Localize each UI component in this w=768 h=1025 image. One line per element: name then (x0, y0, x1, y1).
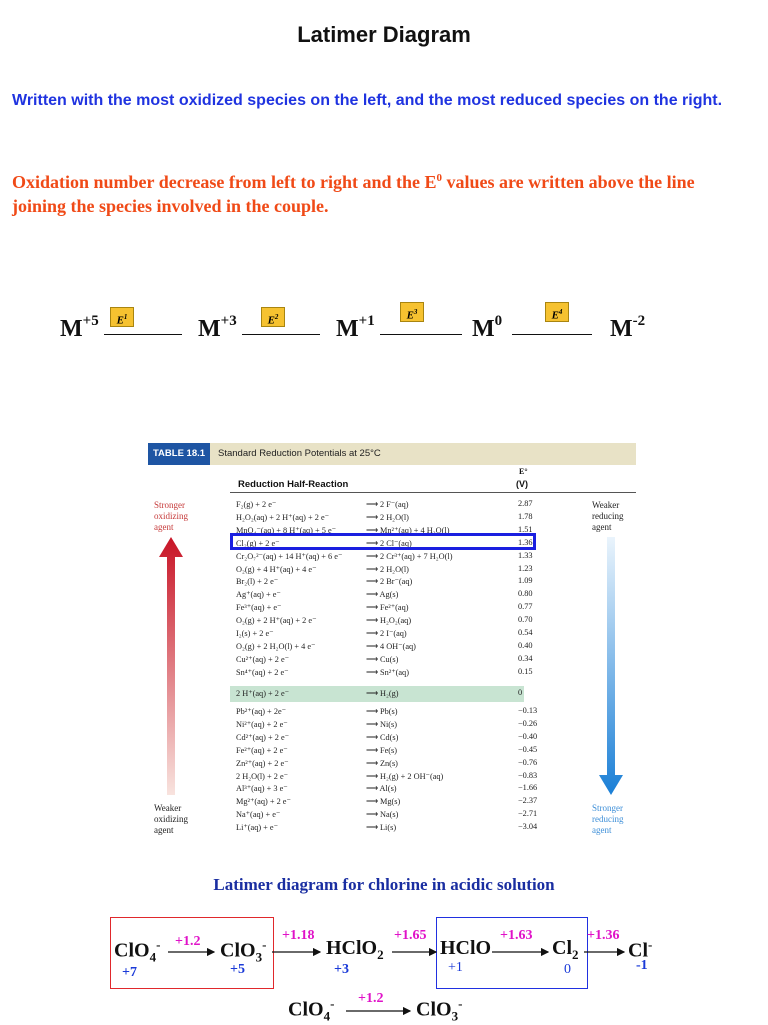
page-title: Latimer Diagram (297, 22, 471, 47)
table-cell-rhs: ⟶ Cd(s) (366, 732, 399, 742)
potential-clo4-clo3: +1.2 (175, 934, 201, 949)
table-cell-lhs: I₂(s) + 2 e⁻ (236, 629, 274, 638)
species-clo3: ClO$_3$- (220, 937, 267, 965)
table-tag: TABLE 18.1 (148, 443, 210, 465)
table-cell-e: −2.37 (518, 796, 538, 806)
species-cl-minus: Cl- (628, 937, 653, 962)
oxidation-state-cl-minus: -1 (636, 958, 648, 973)
table-cell-rhs: ⟶ H₂(g) + 2 OH⁻(aq) (366, 771, 444, 781)
species-m-plus3: $M^{+3}$ (198, 313, 237, 342)
table-cell-rhs: ⟶ 4 OH⁻(aq) (366, 641, 416, 651)
table-cell-e: 1.36 (518, 537, 533, 547)
oxidation-state-clo3: +5 (230, 962, 245, 977)
table-cell-e: 0.77 (518, 602, 533, 612)
table-cell-rhs: ⟶ Fe(s) (366, 745, 398, 755)
table-cell-lhs: H₂O₂(aq) + 2 H⁺(aq) + 2 e⁻ (236, 512, 330, 522)
table-cell-rhs: ⟶ Ag(s) (366, 590, 399, 600)
label-weaker-oxidizing: Weaker oxidizing agent (154, 803, 188, 835)
potential-cl2-cl: +1.36 (587, 928, 620, 943)
table-cell-lhs: Al³⁺(aq) + 3 e⁻ (236, 784, 288, 794)
potential-hclo-cl2: +1.63 (500, 928, 533, 943)
table-cell-lhs: Ni²⁺(aq) + 2 e⁻ (236, 719, 288, 729)
table-cell-e: 1.51 (518, 524, 533, 534)
table-cell-rhs: ⟶ 2 Cr³⁺(aq) + 7 H₂O(l) (366, 551, 453, 561)
table-cell-e: 0.70 (518, 615, 533, 625)
species-hclo: HClO (440, 937, 492, 959)
table-cell-rhs: ⟶ 2 H₂O(l) (366, 512, 409, 522)
table-cell-rhs: ⟶ 2 F⁻(aq) (366, 500, 409, 509)
table-cell-lhs: Cr₂O₇²⁻(aq) + 14 H⁺(aq) + 6 e⁻ (236, 551, 343, 561)
table-cell-lhs: MnO₄⁻(aq) + 8 H⁺(aq) + 5 e⁻ (236, 525, 337, 535)
table-cell-rhs: ⟶ Fe²⁺(aq) (366, 603, 409, 613)
table-cell-e: −0.40 (518, 731, 538, 741)
table-cell-e: 0.40 (518, 640, 533, 650)
table-cell-rhs: ⟶ Al(s) (366, 784, 397, 794)
table-cell-lhs: Cl₂(g) + 2 e⁻ (236, 538, 280, 548)
table-cell-rhs: ⟶ H₂O₂(aq) (366, 616, 412, 626)
potential-box-e3: $E^3$ (400, 302, 424, 322)
table-cell-rhs: ⟶ Cu(s) (366, 654, 399, 664)
bottom-species-clo4: ClO$_4$- (288, 996, 335, 1024)
column-header-e: E° (519, 467, 528, 476)
table-cell-rhs: ⟶ Sn²⁺(aq) (366, 667, 409, 677)
table-cell-e: 1.09 (518, 576, 533, 586)
table-cell-e: −1.66 (518, 783, 538, 793)
table-cell-rhs: ⟶ 2 Cl⁻(aq) (366, 538, 412, 548)
description-line-2: Oxidation number decrease from left to right and the $E^0$ values are written above the line joining the species involved in the couple. (12, 172, 695, 216)
species-m-0: $M^0$ (472, 313, 503, 342)
table-cell-lhs: O₂(g) + 2 H⁺(aq) + 2 e⁻ (236, 616, 317, 626)
table-cell-e: 1.78 (518, 511, 533, 521)
table-cell-rhs: ⟶ Mn²⁺(aq) + 4 H₂O(l) (366, 525, 450, 535)
table-cell-rhs: ⟶ Li(s) (366, 823, 397, 833)
table-cell-rhs: ⟶ 2 Br⁻(aq) (366, 577, 413, 587)
table-cell-rhs: ⟶ Ni(s) (366, 719, 398, 729)
table-cell-lhs: Mg²⁺(aq) + 2 e⁻ (236, 797, 291, 807)
bottom-potential: +1.2 (358, 991, 384, 1006)
table-cell-e: −2.71 (518, 809, 538, 819)
table-cell-lhs: Cu²⁺(aq) + 2 e⁻ (236, 654, 290, 664)
table-cell-lhs: Zn²⁺(aq) + 2 e⁻ (236, 758, 289, 768)
table-cell-lhs: Pb²⁺(aq) + 2e⁻ (236, 707, 287, 716)
table-cell-e: 2.87 (518, 499, 533, 508)
table-cell-rhs: ⟶ 2 H₂O(l) (366, 564, 409, 574)
table-cell-rhs: ⟶ 2 I⁻(aq) (366, 629, 407, 638)
table-cell-e: 0.80 (518, 589, 533, 599)
table-cell-e: 0.54 (518, 628, 533, 637)
oxidation-state-hclo: +1 (448, 960, 463, 975)
description-line-1: Written with the most oxidized species on the left, and the most reduced species on the right. (12, 92, 723, 109)
table-caption: Standard Reduction Potentials at 25°C (218, 448, 381, 459)
table-cell-lhs: Fe²⁺(aq) + 2 e⁻ (236, 745, 288, 755)
potential-clo3-hclo2: +1.18 (282, 928, 315, 943)
species-cl2: $Cl_2$ (552, 937, 579, 962)
table-cell-e: 1.33 (518, 550, 533, 560)
species-m-minus2: $M^{-2}$ (610, 313, 646, 342)
potential-box-e1: $E^1$ (110, 307, 134, 327)
table-cell-lhs: Fe³⁺(aq) + e⁻ (236, 603, 282, 613)
table-cell-lhs: 2 H₂O(l) + 2 e⁻ (236, 771, 289, 781)
column-header-unit: (V) (516, 479, 528, 489)
table-row-hydrogen: 2 H⁺(aq) + 2 e⁻ ⟶ H₂(g) 0 (230, 686, 524, 702)
chlorine-diagram-title: Latimer diagram for chlorine in acidic solution (213, 875, 555, 894)
table-cell-e: −0.13 (518, 706, 538, 715)
table-cell-lhs: Br₂(l) + 2 e⁻ (236, 577, 279, 587)
bottom-species-clo3: ClO$_3$- (416, 996, 463, 1024)
table-cell-e: 1.23 (518, 563, 533, 573)
table-cell-e: −0.26 (518, 718, 538, 728)
potential-hclo2-hclo: +1.65 (394, 928, 427, 943)
table-cell-lhs: Ag⁺(aq) + e⁻ (236, 590, 281, 600)
table-cell-e: −3.04 (518, 822, 538, 832)
table-cell-e: −0.45 (518, 744, 538, 754)
table-cell-rhs: ⟶ Na(s) (366, 810, 399, 820)
species-m-plus5: $M^{+5}$ (60, 313, 99, 342)
table-cell-lhs: O₂(g) + 4 H⁺(aq) + 4 e⁻ (236, 564, 317, 574)
species-m-plus1: $M^{+1}$ (336, 313, 375, 342)
species-hclo2: HClO$_2$ (326, 937, 384, 962)
table-cell-lhs: O₂(g) + 2 H₂O(l) + 4 e⁻ (236, 641, 316, 651)
label-stronger-reducing: Stronger reducing agent (592, 803, 624, 835)
oxidation-state-cl2: 0 (564, 962, 571, 977)
oxidation-state-hclo2: +3 (334, 962, 349, 977)
table-cell-rhs: ⟶ Zn(s) (366, 758, 398, 768)
table-cell-lhs: F₂(g) + 2 e⁻ (236, 500, 277, 509)
table-cell-rhs: ⟶ Pb(s) (366, 707, 398, 716)
table-cell-lhs: Li⁺(aq) + e⁻ (236, 823, 278, 833)
species-clo4: ClO$_4$- (114, 937, 161, 965)
table-cell-lhs: Sn⁴⁺(aq) + 2 e⁻ (236, 667, 289, 677)
table-cell-lhs: Na⁺(aq) + e⁻ (236, 810, 281, 820)
table-cell-e: 0.15 (518, 666, 533, 676)
potential-box-e4: $E^4$ (545, 302, 569, 322)
label-stronger-oxidizing: Stronger oxidizing agent (154, 500, 188, 532)
column-header-reaction: Reduction Half-Reaction (238, 479, 349, 490)
label-weaker-reducing: Weaker reducing agent (592, 500, 624, 532)
table-cell-e: −0.83 (518, 770, 538, 780)
table-cell-rhs: ⟶ Mg(s) (366, 797, 401, 807)
table-cell-e: 0.34 (518, 653, 533, 663)
table-cell-e: −0.76 (518, 757, 538, 767)
oxidation-state-clo4: +7 (122, 965, 137, 980)
potential-box-e2: $E^2$ (261, 307, 285, 327)
table-cell-lhs: Cd²⁺(aq) + 2 e⁻ (236, 732, 290, 742)
